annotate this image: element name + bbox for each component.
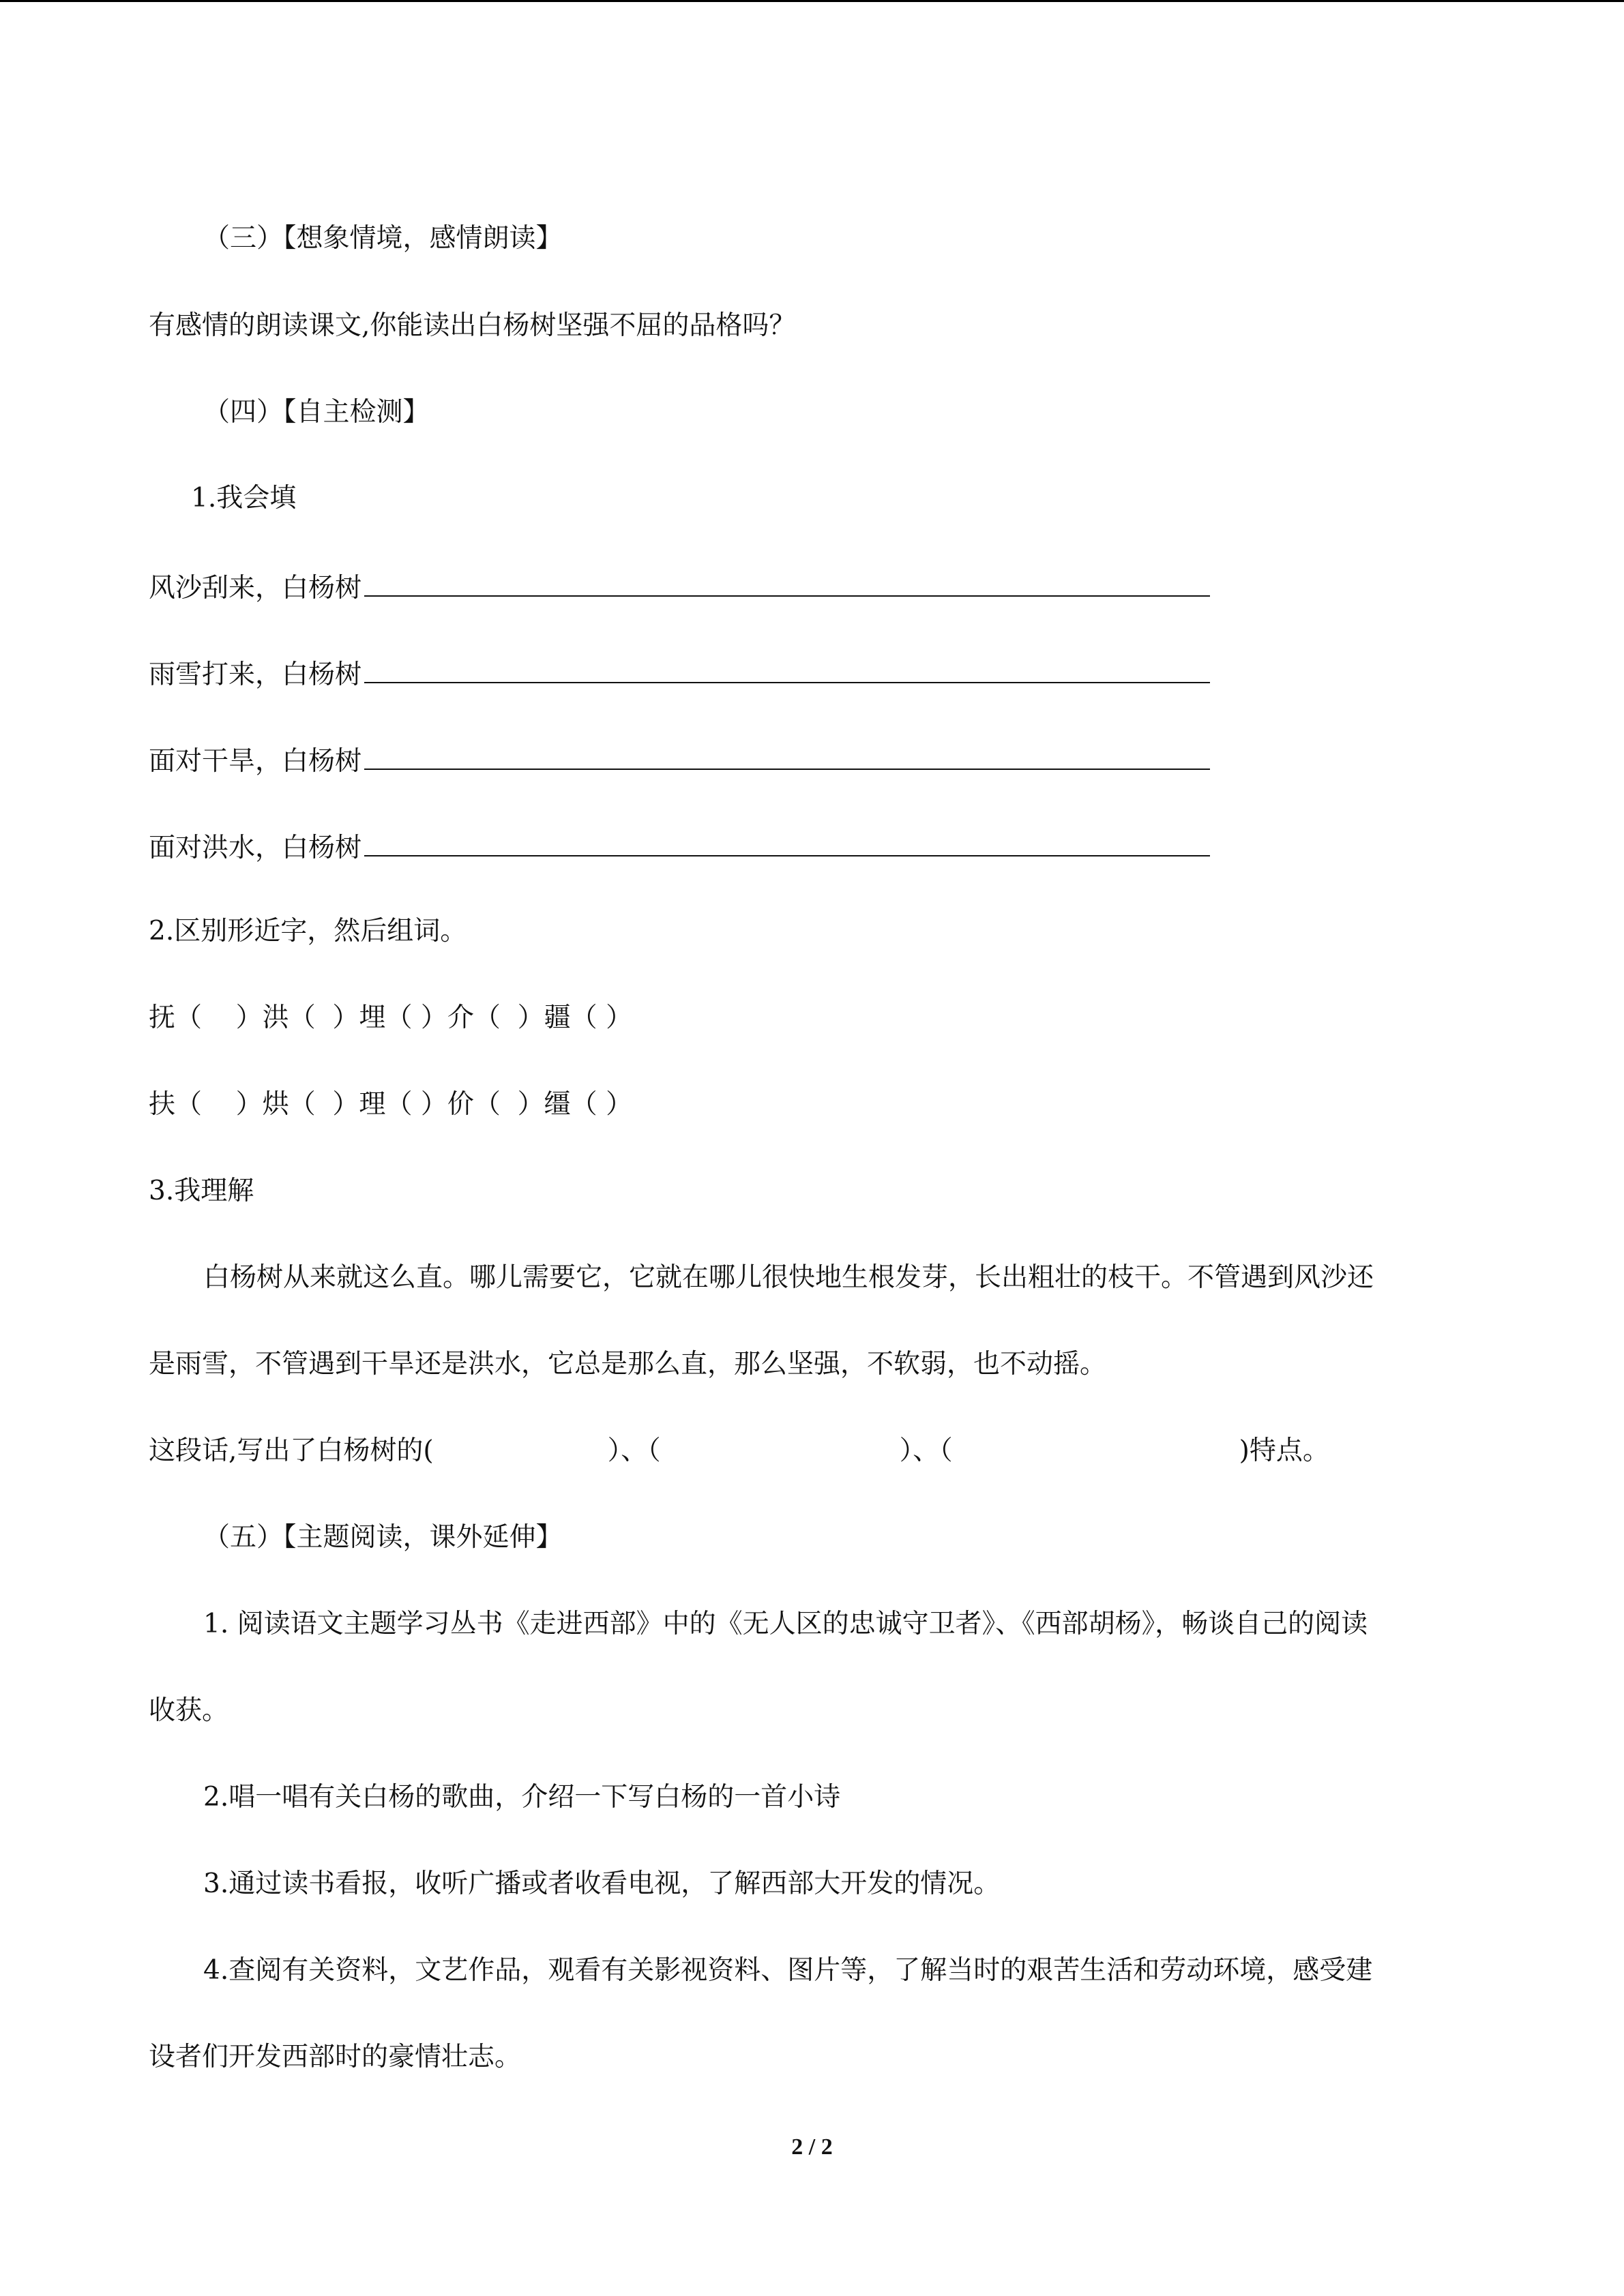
char: 埋: [359, 1002, 386, 1033]
summary-sep: ）、（: [607, 1435, 661, 1466]
fill-line-2: [149, 655, 1210, 692]
char: 介: [447, 1002, 474, 1033]
char: 洪: [262, 1002, 289, 1033]
fill-prompt: 风沙刮来，白杨树: [149, 573, 362, 603]
fill-prompt: 面对干旱，白杨树: [149, 746, 362, 777]
answer-blank[interactable]: [364, 741, 1210, 770]
char: 烘: [262, 1089, 289, 1120]
char: 缰: [544, 1089, 571, 1120]
fill-line-1: [149, 568, 1210, 606]
char: 价: [447, 1089, 474, 1120]
fill-prompt: 面对洪水，白杨树: [149, 833, 362, 863]
passage-line-1: 白杨树从来就这么直。哪儿需要它，它就在哪儿很快地生根发芽，长出粗壮的枝干。不管遇到风沙还: [203, 1262, 1374, 1293]
summary-prefix: 这段话,写出了白杨树的(: [149, 1435, 434, 1466]
q2-title: 2.区别形近字，然后组词。: [149, 916, 467, 946]
answer-paren[interactable]: （ ）: [385, 1089, 447, 1120]
q1-title: 1.我会填: [191, 483, 297, 513]
item1-line-2: 收获。: [149, 1695, 229, 1726]
char: 扶: [149, 1089, 176, 1120]
passage-line-2: 是雨雪，不管遇到干旱还是洪水，它总是那么直，那么坚强，不软弱，也不动摇。: [149, 1349, 1107, 1380]
item2: 2.唱一唱有关白杨的歌曲，介绍一下写白杨的一首小诗: [203, 1782, 841, 1813]
item1-line-1: 1. 阅读语文主题学习丛书《走进西部》中的《无人区的忠诚守卫者》、《西部胡杨》，畅谈自己的阅读: [203, 1609, 1368, 1639]
fill-line-4: [149, 828, 1210, 865]
summary-sep: ）、（: [899, 1435, 953, 1466]
answer-paren[interactable]: （ ）: [175, 1002, 263, 1033]
answer-paren[interactable]: （ ）: [570, 1002, 633, 1033]
item4-line-2: 设者们开发西部时的豪情壮志。: [149, 2042, 522, 2072]
section3-heading: （三）【想象情境，感情朗读】: [203, 223, 563, 254]
answer-paren[interactable]: （ ）: [473, 1089, 544, 1120]
answer-paren[interactable]: （ ）: [570, 1089, 633, 1120]
answer-paren[interactable]: （ ）: [289, 1002, 359, 1033]
summary-suffix: )特点。: [1239, 1435, 1329, 1466]
section4-heading: （四）【自主检测】: [203, 397, 430, 428]
char: 疆: [544, 1002, 571, 1033]
summary-line: [149, 1434, 1329, 1468]
fill-prompt: 雨雪打来，白杨树: [149, 659, 362, 690]
char-row-1: [149, 1001, 632, 1035]
page-number: 2 / 2: [791, 2134, 833, 2160]
answer-blank[interactable]: [364, 655, 1210, 683]
item3: 3.通过读书看报，收听广播或者收看电视，了解西部大开发的情况。: [203, 1868, 1001, 1899]
fill-line-3: [149, 741, 1210, 779]
item4-line-1: 4.查阅有关资料，文艺作品，观看有关影视资料、图片等，了解当时的艰苦生活和劳动环境，感受建: [203, 1955, 1373, 1986]
q3-title: 3.我理解: [149, 1176, 254, 1206]
answer-paren[interactable]: （ ）: [175, 1089, 263, 1120]
answer-blank[interactable]: [364, 828, 1210, 856]
answer-paren[interactable]: （ ）: [289, 1089, 359, 1120]
answer-paren[interactable]: （ ）: [473, 1002, 544, 1033]
section3-text: 有感情的朗读课文,你能读出白杨树坚强不屈的品格吗？: [149, 310, 796, 341]
section5-heading: （五）【主题阅读，课外延伸】: [203, 1522, 563, 1553]
answer-paren[interactable]: （ ）: [385, 1002, 447, 1033]
answer-blank[interactable]: [364, 568, 1210, 597]
char: 理: [359, 1089, 386, 1120]
char-row-2: [149, 1088, 632, 1122]
char: 抚: [149, 1002, 176, 1033]
